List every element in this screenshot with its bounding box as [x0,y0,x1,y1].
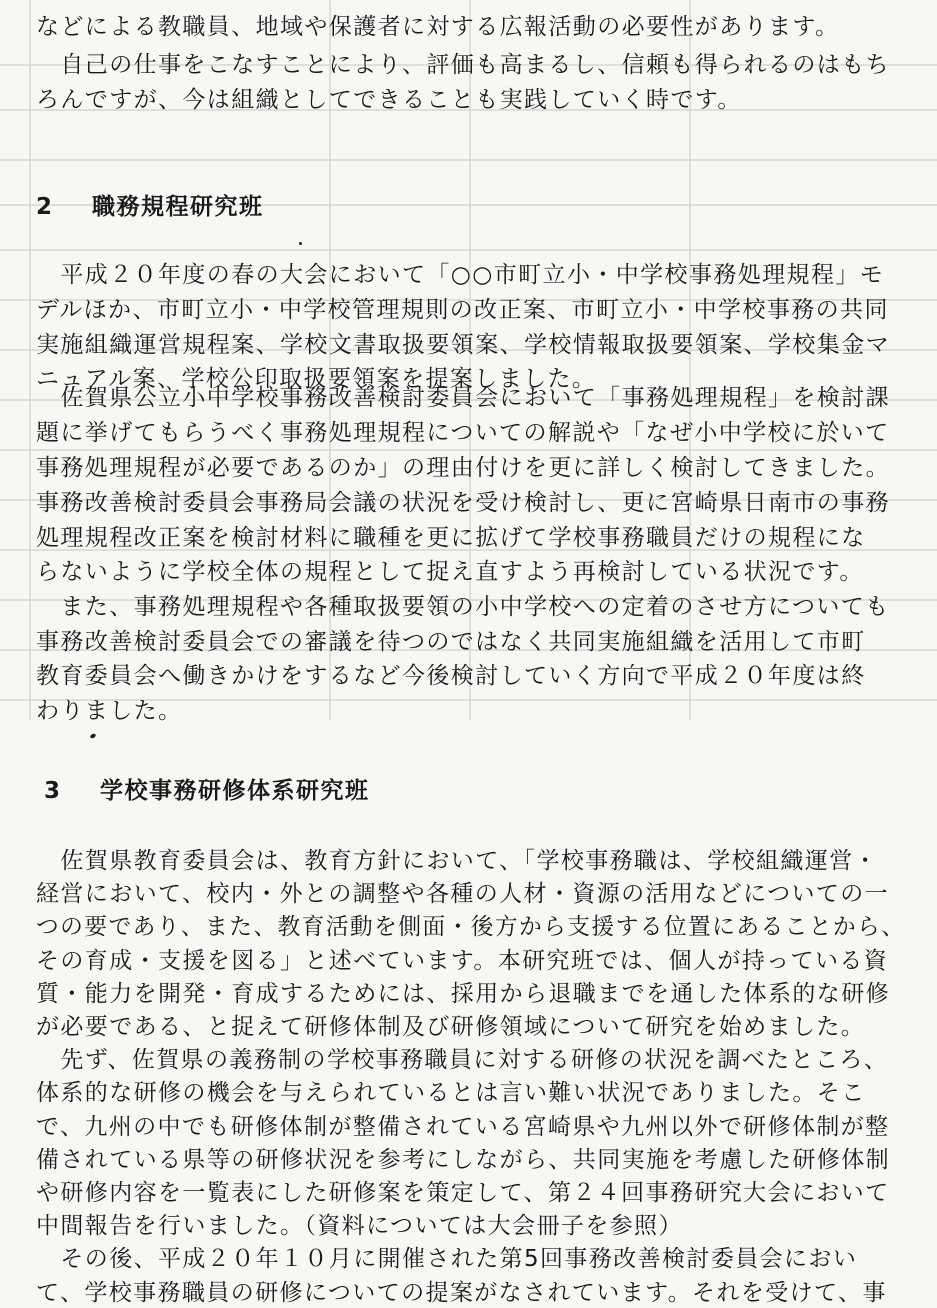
section-3-line-11: や研修内容を一覧表にした研修案を策定して、第２４回事務研究大会において [36,1180,890,1206]
section-3-line-8: 体系的な研修の機会を与えられているとは言い難い状況でありました。そこ [36,1080,866,1107]
section-3-number: 3 [44,778,62,804]
section-3-heading [44,772,370,805]
intro-line-1: などによる教職員、地域や保護者に対する広報活動の必要性があります。 [36,14,840,40]
section-3-line-2: 経営において、校内・外との調整や各種の人材・資源の活用などについての一 [36,881,890,908]
section-2-line-5: 佐賀県公立小中学校事務改善検討委員会において「事務処理規程」を検討課 [36,385,890,411]
section-3-line-7: 先ず、佐賀県の義務制の学校事務職員に対する研修の状況を調べたところ、 [36,1047,889,1074]
section-2-line-13: 教育委員会へ働きかけをするなど今後検討していく方向で平成２０年度は終 [36,663,866,689]
section-2-line-4: ニュアル案、学校公印取扱要領案を提案しました。 [36,366,597,392]
section-2-title: 職務規程研究班 [92,194,264,220]
section-2-line-1: 平成２０年度の春の大会において「○○市町立小・中学校事務処理規程」モ [36,262,885,288]
scan-speck [89,733,96,739]
section-3-line-14: て、学校事務職員の研修についての提案がなされています。それを受けて、事 [36,1279,887,1306]
section-2-line-7: 事務処理規程が必要であるのか」の理由付けを更に詳しく検討してきました。 [36,455,890,481]
section-3-line-4: その育成・支援を図る」と述べています。本研究班では、個人が持っている資 [36,947,889,974]
section-2-line-8: 事務改善検討委員会事務局会議の状況を受け検討し、更に宮崎県日南市の事務 [36,490,890,516]
section-3-title: 学校事務研修体系研究班 [100,778,370,804]
section-2-line-14: わりました。 [36,698,183,724]
section-2-number: 2 [36,194,54,220]
section-3-line-1: 佐賀県教育委員会は、教育方針において、「学校事務職は、学校組織運営・ [36,848,879,874]
section-3-line-12: 中間報告を行いました。（資料については大会冊子を参照） [36,1213,683,1240]
section-2-line-10: らないように学校全体の規程として捉え直すよう再検討している状況です。 [36,559,864,585]
intro-line-2: 自己の仕事をこなすことにより、評価も高まるし、信頼も得られるのはもち [36,52,890,78]
section-3-line-3: つの要であり、また、教育活動を側面・後方から支援する位置にあることから、 [36,914,906,941]
section-3-line-10: 備されている県等の研修状況を参考にしながら、共同実施を考慮した研修体制 [36,1146,890,1173]
section-2-line-6: 題に挙げてもらうべく事務処理規程についての解説や「なぜ小中学校に於いて [36,420,890,446]
section-2-heading [36,188,264,221]
section-2-line-12: 事務改善検討委員会での審議を待つのではなく共同実施組織を活用して市町 [36,629,866,655]
section-2-line-9: 処理規程改正案を検討材料に職種を更に拡げて学校事務職員だけの規程にな [36,525,866,551]
section-3-line-5: 質・能力を開発・育成するためには、採用から退職までを通した体系的な研修 [36,980,890,1007]
scan-speck [299,242,302,245]
section-3-line-6: が必要である、と捉えて研修体制及び研修領域について研究を始めました。 [36,1014,866,1040]
section-3-line-9: で、九州の中でも研修体制が整備されている宮崎県や九州以外で研修体制が整 [36,1113,890,1140]
intro-line-3: ろんですが、今は組織としてできることも実践していく時です。 [36,87,742,113]
section-2-line-3: 実施組織運営規程案、学校文書取扱要領案、学校情報取扱要領案、学校集金マ [36,332,890,358]
section-2-line-2: デルほか、市町立小・中学校管理規則の改正案、市町立小・中学校事務の共同 [36,297,889,323]
section-2-line-11: また、事務処理規程や各種取扱要領の小中学校への定着のさせ方についても [36,594,890,620]
section-3-line-13: その後、平成２０年１０月に開催された第5回事務改善検討委員会におい [36,1246,858,1273]
